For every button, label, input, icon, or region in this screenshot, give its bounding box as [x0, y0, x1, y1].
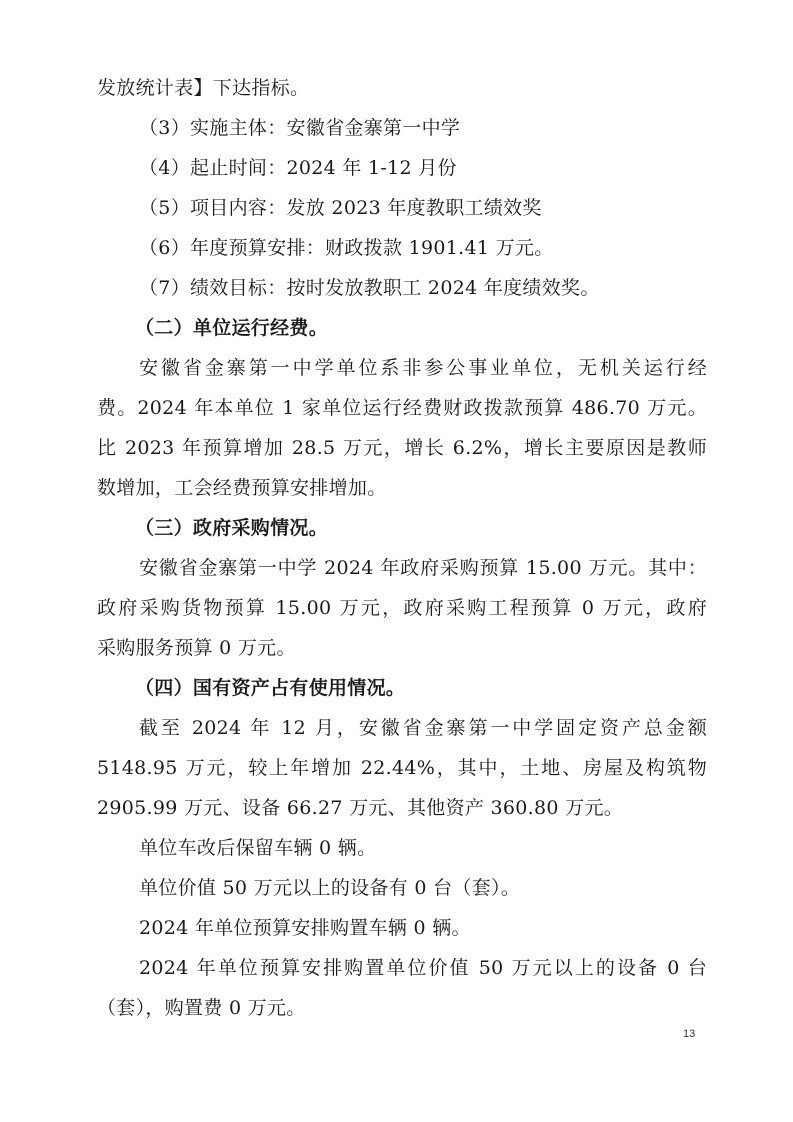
document-body — [97, 68, 707, 1028]
text-line: （7）绩效目标：按时发放教职工 2024 年度绩效奖。 — [139, 277, 600, 299]
text-line: 截至 2024 年 12 月，安徽省金寨第一中学固定资产总金额 — [139, 717, 707, 739]
text-line: （5）项目内容：发放 2023 年度教职工绩效奖 — [139, 197, 542, 219]
text-line: 数增加，工会经费预算安排增加。 — [97, 477, 387, 499]
text-line: 2024 年单位预算安排购置单位价值 50 万元以上的设备 0 台 — [139, 957, 707, 979]
text-line: 安徽省金寨第一中学 2024 年政府采购预算 15.00 万元。其中： — [139, 557, 707, 579]
text-line: 安徽省金寨第一中学单位系非参公事业单位，无机关运行经 — [139, 357, 707, 379]
text-line: 比 2023 年预算增加 28.5 万元，增长 6.2%，增长主要原因是教师 — [97, 437, 707, 459]
text-line: 2905.99 万元、设备 66.27 万元、其他资产 360.80 万元。 — [97, 797, 624, 819]
text-line: （4）起止时间：2024 年 1-12 月份 — [139, 157, 457, 179]
text-line: 政府采购货物预算 15.00 万元，政府采购工程预算 0 万元，政府 — [97, 597, 707, 619]
section-heading-state-assets: （四）国有资产占有使用情况。 — [135, 677, 406, 699]
text-line: 单位车改后保留车辆 0 辆。 — [139, 837, 377, 859]
section-heading-unit-operating-funds: （二）单位运行经费。 — [135, 317, 329, 339]
page-number: 13 — [683, 1028, 696, 1040]
text-line: 单位价值 50 万元以上的设备有 0 台（套）。 — [139, 877, 521, 899]
text-line: 费。2024 年本单位 1 家单位运行经费财政拨款预算 486.70 万元。 — [97, 397, 707, 419]
text-line: （6）年度预算安排：财政拨款 1901.41 万元。 — [139, 237, 554, 259]
text-line: 采购服务预算 0 万元。 — [97, 637, 296, 659]
text-line: （3）实施主体：安徽省金寨第一中学 — [139, 117, 461, 139]
section-heading-government-procurement: （三）政府采购情况。 — [135, 517, 329, 539]
text-line: （套），购置费 0 万元。 — [97, 997, 306, 1019]
text-line: 5148.95 万元，较上年增加 22.44%，其中，土地、房屋及构筑物 — [97, 757, 707, 779]
text-line: 发放统计表】下达指标。 — [97, 77, 310, 99]
text-line: 2024 年单位预算安排购置车辆 0 辆。 — [139, 917, 471, 939]
